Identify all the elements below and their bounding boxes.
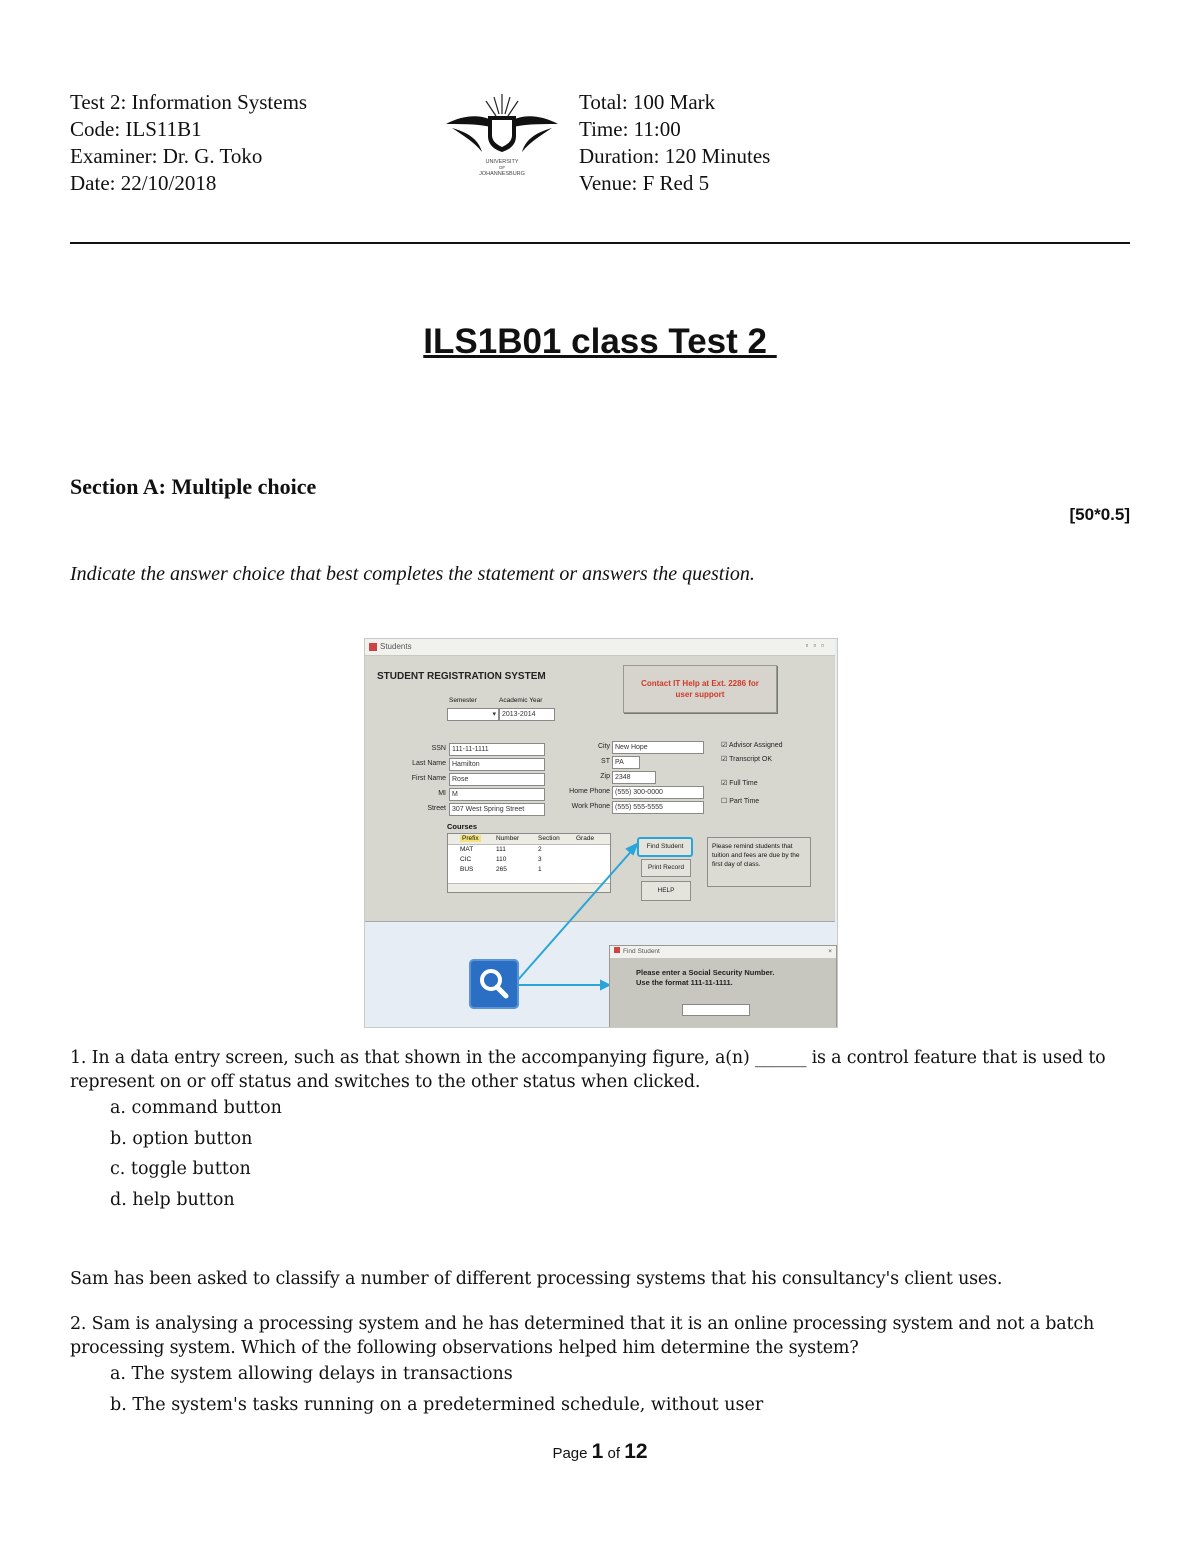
ssn-dialog-input[interactable] bbox=[682, 1004, 750, 1016]
question-1-line-2: represent on or off status and switches to the other status when clicked. bbox=[70, 1072, 701, 1092]
registration-figure bbox=[364, 638, 838, 1028]
transcript-checkbox[interactable]: ☑ Transcript OK bbox=[721, 756, 773, 763]
mi-field[interactable]: M bbox=[449, 788, 545, 801]
q1-option-d: d. help button bbox=[110, 1190, 235, 1210]
header-left bbox=[70, 89, 307, 197]
question-2 bbox=[70, 1312, 1094, 1360]
col-grade[interactable]: Grade bbox=[576, 835, 595, 842]
dialog-close-icon[interactable]: × bbox=[828, 948, 832, 955]
test-time: Time: 11:00 bbox=[579, 117, 681, 141]
examiner: Examiner: Dr. G. Toko bbox=[70, 144, 263, 168]
semester-label: Semester bbox=[449, 697, 477, 704]
year-select[interactable]: 2013-2014 bbox=[499, 708, 555, 721]
q1-option-a: a. command button bbox=[110, 1098, 282, 1118]
section-marks: [50*0.5] bbox=[1069, 505, 1130, 524]
courses-label: Courses bbox=[447, 822, 478, 831]
system-title: STUDENT REGISTRATION SYSTEM bbox=[377, 671, 546, 682]
window-title: Students bbox=[380, 642, 412, 651]
city-field[interactable]: New Hope bbox=[612, 741, 704, 754]
university-logo bbox=[444, 92, 560, 182]
test-venue: Venue: F Red 5 bbox=[579, 171, 710, 195]
test-date: Date: 22/10/2018 bbox=[70, 171, 217, 195]
full-time-checkbox[interactable]: ☑ Full Time bbox=[721, 780, 758, 787]
first-name-field[interactable]: Rose bbox=[449, 773, 545, 786]
col-section[interactable]: Section bbox=[538, 835, 560, 842]
col-prefix[interactable]: Prefix bbox=[462, 835, 479, 842]
logo-text-1: UNIVERSITY bbox=[485, 159, 519, 165]
dialog-titlebar bbox=[610, 946, 836, 958]
zip-label: Zip bbox=[600, 773, 610, 780]
ssn-label: SSN bbox=[431, 745, 446, 752]
col-number[interactable]: Number bbox=[496, 835, 520, 842]
logo-text-3: JOHANNESBURG bbox=[479, 171, 525, 177]
q2-option-b: b. The system's tasks running on a predetermined schedule, without user bbox=[110, 1395, 764, 1415]
current-page: 1 bbox=[591, 1440, 604, 1463]
instruction-text: Indicate the answer choice that best completes the statement or answers the question. bbox=[70, 563, 755, 585]
help-button[interactable]: HELP bbox=[641, 881, 691, 901]
total-marks: Total: 100 Mark bbox=[579, 90, 716, 114]
dialog-line-2: Use the format 111-11-1111. bbox=[636, 978, 733, 987]
chevron-down-icon: ▾ bbox=[492, 711, 496, 718]
state-label: ST bbox=[601, 758, 610, 765]
header-right bbox=[579, 89, 770, 197]
search-icon[interactable] bbox=[469, 959, 519, 1009]
advisor-checkbox[interactable]: ☑ Advisor Assigned bbox=[721, 742, 783, 749]
test-duration: Duration: 120 Minutes bbox=[579, 144, 771, 168]
page-number bbox=[0, 1440, 1200, 1464]
scenario-text: Sam has been asked to classify a number of different processing systems that his consultancy's client uses. bbox=[70, 1269, 1003, 1289]
contact-line-2: user support bbox=[675, 690, 725, 699]
logo-text-2: OF bbox=[498, 165, 506, 170]
question-2-line-1: 2. Sam is analysing a processing system and he has determined that it is an online processing system and not a batch bbox=[70, 1314, 1095, 1334]
section-heading: Section A: Multiple choice bbox=[70, 474, 317, 499]
q1-option-c: c. toggle button bbox=[110, 1159, 251, 1179]
page-title: ILS1B01 class Test 2 bbox=[423, 322, 777, 361]
last-name-label: Last Name bbox=[412, 760, 446, 767]
dialog-line-1: Please enter a Social Security Number. bbox=[636, 968, 775, 977]
window-controls-icon[interactable]: ▫▫▫ bbox=[805, 641, 829, 650]
first-name-label: First Name bbox=[411, 775, 446, 782]
work-phone-label: Work Phone bbox=[571, 803, 610, 810]
find-student-button[interactable]: Find Student bbox=[637, 837, 693, 857]
state-field[interactable]: PA bbox=[612, 756, 640, 769]
reminder-note: Please remind students that tuition and fees are due by the first day of class. bbox=[707, 837, 811, 887]
dialog-app-icon bbox=[614, 947, 620, 953]
question-2-line-2: processing system. Which of the following observations helped him determine the system? bbox=[70, 1338, 859, 1358]
part-time-checkbox[interactable]: ☐ Part Time bbox=[721, 798, 760, 805]
test-title: Test 2: Information Systems bbox=[70, 90, 308, 114]
last-name-field[interactable]: Hamilton bbox=[449, 758, 545, 771]
mi-label: MI bbox=[438, 790, 446, 797]
year-label: Academic Year bbox=[499, 697, 543, 704]
q2-option-a: a. The system allowing delays in transactions bbox=[110, 1364, 513, 1384]
dialog-title: Find Student bbox=[623, 948, 660, 955]
work-phone-field[interactable]: (555) 555-5555 bbox=[612, 801, 704, 814]
header-divider bbox=[70, 242, 1130, 244]
find-student-dialog bbox=[609, 945, 837, 1028]
home-phone-label: Home Phone bbox=[569, 788, 610, 795]
question-1-line-1: 1. In a data entry screen, such as that shown in the accompanying figure, a(n) ______ is a control feature that is used to bbox=[70, 1048, 1106, 1068]
question-1 bbox=[70, 1046, 1106, 1094]
city-label: City bbox=[597, 743, 610, 750]
q1-option-b: b. option button bbox=[110, 1129, 253, 1149]
home-phone-field[interactable]: (555) 300-0000 bbox=[612, 786, 704, 799]
contact-line-1: Contact IT Help at Ext. 2286 for bbox=[641, 679, 759, 688]
ssn-field[interactable]: 111-11-1111 bbox=[449, 743, 545, 756]
zip-field[interactable]: 2348 bbox=[612, 771, 656, 784]
street-field[interactable]: 307 West Spring Street bbox=[449, 803, 545, 816]
dialog-message bbox=[636, 968, 774, 988]
course-code: Code: ILS11B1 bbox=[70, 117, 202, 141]
print-record-button[interactable]: Print Record bbox=[641, 859, 691, 877]
street-label: Street bbox=[427, 805, 446, 812]
total-pages: 12 bbox=[624, 1440, 648, 1463]
page-label: Page bbox=[552, 1445, 588, 1462]
courses-table[interactable]: Prefix Number Section Grade MAT 111 2 CIC 110 3 BUS 265 1 bbox=[447, 833, 611, 893]
of-label: of bbox=[607, 1445, 621, 1462]
